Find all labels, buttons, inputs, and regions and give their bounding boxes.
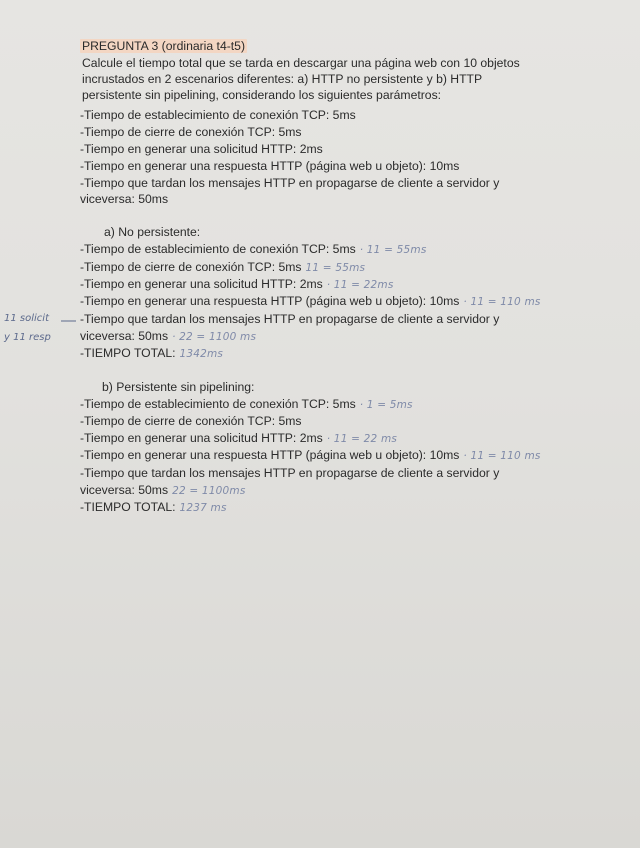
section-b-line [80, 482, 246, 499]
line-text: -Tiempo en generar una respuesta HTTP (página web u objeto): 10ms [80, 448, 460, 462]
line-text: -Tiempo de establecimiento de conexión TCP: 5ms [80, 242, 356, 256]
statement-line: incrustados en 2 escenarios diferentes: a) HTTP no persistente y b) HTTP [82, 72, 483, 86]
section-a-line [80, 293, 541, 310]
margin-note: 11 solicit [4, 313, 49, 324]
section-a-total [80, 345, 223, 362]
line-text: -Tiempo en generar una solicitud HTTP: 2ms [80, 277, 323, 291]
section-a-line [80, 311, 499, 327]
handwritten-note: 11 = 55ms [305, 262, 366, 274]
param-line: -Tiempo de cierre de conexión TCP: 5ms [80, 125, 302, 139]
line-text: viceversa: 50ms [80, 483, 169, 497]
title-highlight: PREGUNTA 3 (ordinaria t4-t5) [82, 39, 246, 53]
section-a-line [80, 328, 256, 345]
section-b-line [80, 396, 413, 413]
param-line: -Tiempo en generar una solicitud HTTP: 2ms [80, 142, 323, 156]
line-text: -Tiempo de establecimiento de conexión TCP: 5ms [80, 397, 356, 411]
section-b-line [80, 413, 302, 429]
section-b-total [80, 499, 227, 516]
line-text: -Tiempo de cierre de conexión TCP: 5ms [80, 260, 302, 274]
line-text: -Tiempo que tardan los mensajes HTTP en propagarse de cliente a servidor y [80, 312, 500, 326]
section-b-heading: b) Persistente sin pipelining: [102, 380, 255, 394]
line-text: -Tiempo de cierre de conexión TCP: 5ms [80, 414, 302, 428]
handwritten-total: 1342ms [179, 348, 224, 360]
handwritten-note: · 11 = 55ms [359, 244, 427, 256]
margin-arrow-icon [60, 318, 78, 324]
param-line: -Tiempo que tardan los mensajes HTTP en propagarse de cliente a servidor y [80, 176, 500, 190]
handwritten-note: 22 = 1100ms [172, 485, 246, 497]
line-text: -Tiempo que tardan los mensajes HTTP en propagarse de cliente a servidor y [80, 466, 500, 480]
statement-line: persistente sin pipelining, considerando los siguientes parámetros: [82, 88, 442, 102]
param-line: -Tiempo en generar una respuesta HTTP (página web u objeto): 10ms [80, 159, 460, 173]
param-line: viceversa: 50ms [80, 192, 169, 206]
section-a-line [80, 241, 427, 258]
section-a-heading: a) No persistente: [104, 225, 201, 239]
handwritten-note: · 22 = 1100 ms [172, 331, 257, 343]
section-a-line [80, 259, 365, 276]
handwritten-note: · 11 = 110 ms [463, 296, 541, 308]
line-text: -Tiempo en generar una respuesta HTTP (página web u objeto): 10ms [80, 294, 460, 308]
section-b-line [80, 430, 397, 447]
param-line: -Tiempo de establecimiento de conexión TCP: 5ms [80, 108, 356, 122]
line-text: -Tiempo en generar una solicitud HTTP: 2ms [80, 431, 323, 445]
handwritten-note: · 1 = 5ms [359, 399, 413, 411]
handwritten-note: · 11 = 22ms [326, 279, 394, 291]
section-b-line [80, 447, 541, 464]
section-a-line [80, 276, 394, 293]
line-text: viceversa: 50ms [80, 329, 169, 343]
statement-line: Calcule el tiempo total que se tarda en descargar una página web con 10 objetos [82, 56, 520, 70]
handwritten-note: · 11 = 22 ms [326, 433, 398, 445]
line-text: -TIEMPO TOTAL: [80, 346, 176, 360]
section-b-line [80, 465, 499, 481]
handwritten-total: 1237 ms [179, 502, 227, 514]
line-text: -TIEMPO TOTAL: [80, 500, 176, 514]
question-title [80, 38, 247, 54]
handwritten-note: · 11 = 110 ms [463, 450, 541, 462]
margin-note: y 11 resp [4, 332, 51, 343]
